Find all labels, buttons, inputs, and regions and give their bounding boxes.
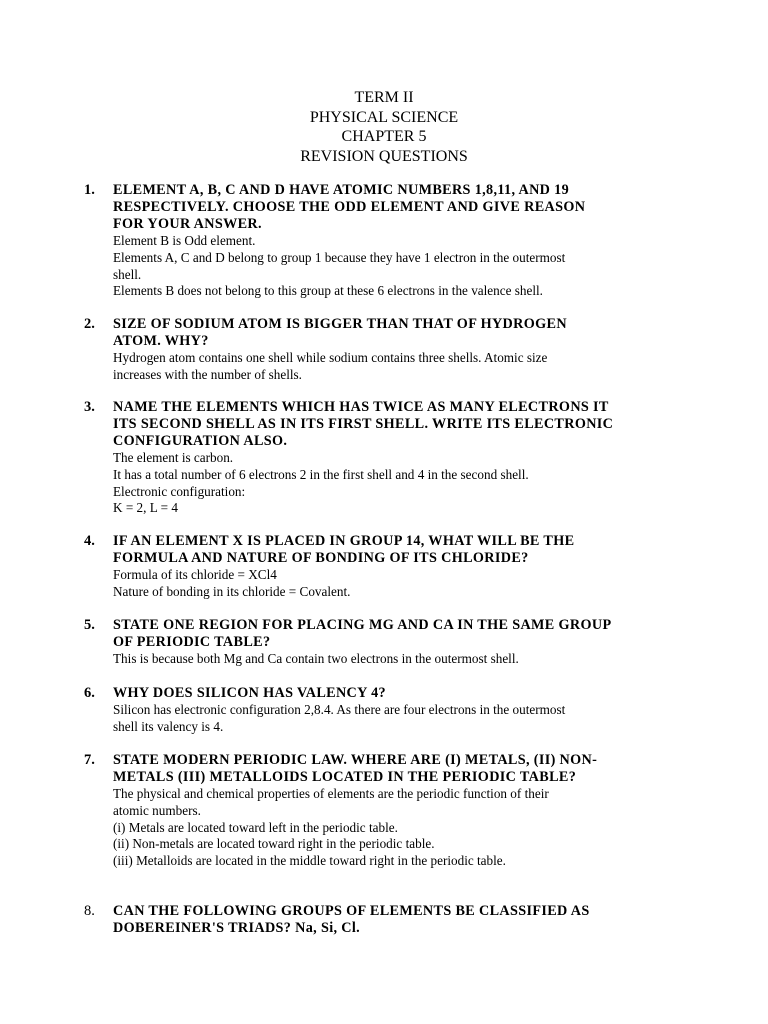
question-number: 5. xyxy=(84,617,95,633)
question-item-5 xyxy=(84,617,673,668)
question-number: 4. xyxy=(84,533,95,549)
question-item-1 xyxy=(84,182,673,300)
question-text: NAME THE ELEMENTS WHICH HAS TWICE AS MANY ELECTRONS IT ITS SECOND SHELL AS IN ITS FIRST SHELL. WRITE ITS ELECTRONIC CONFIGURATION ALSO. xyxy=(113,399,614,449)
question-text: SIZE OF SODIUM ATOM IS BIGGER THAN THAT OF HYDROGEN ATOM. WHY? xyxy=(113,316,567,349)
document-header xyxy=(0,88,768,166)
answer-text: Formula of its chloride = XCl4 Nature of bonding in its chloride = Covalent. xyxy=(113,567,351,599)
answer-text: The element is carbon. It has a total number of 6 electrons 2 in the first shell and 4 in the second shell. Electronic configuration: K = 2, L = 4 xyxy=(113,450,529,516)
question-number: 7. xyxy=(84,752,95,768)
question-item-2 xyxy=(84,316,673,384)
question-item-3 xyxy=(84,399,673,517)
answer-text: Silicon has electronic configuration 2,8.4. As there are four electrons in the outermost shell its valency is 4. xyxy=(113,702,566,734)
question-number: 3. xyxy=(84,399,95,415)
question-number: 6. xyxy=(84,685,95,701)
question-text: STATE ONE REGION FOR PLACING MG AND CA IN THE SAME GROUP OF PERIODIC TABLE? xyxy=(113,617,612,650)
section-heading: REVISION QUESTIONS xyxy=(300,147,468,165)
question-text: STATE MODERN PERIODIC LAW. WHERE ARE (I) METALS, (II) NON- METALS (III) METALLOIDS LOCATED IN THE PERIODIC TABLE? xyxy=(113,752,598,785)
question-item-6 xyxy=(84,685,673,736)
question-item-7 xyxy=(84,752,673,870)
question-number: 2. xyxy=(84,316,95,332)
question-number: 1. xyxy=(84,182,95,198)
answer-text: This is because both Mg and Ca contain two electrons in the outermost shell. xyxy=(113,651,519,666)
question-text: ELEMENT A, B, C AND D HAVE ATOMIC NUMBERS 1,8,11, AND 19 RESPECTIVELY. CHOOSE THE ODD ELEMENT AND GIVE REASON FOR YOUR ANSWER. xyxy=(113,182,586,232)
term-heading: TERM II xyxy=(354,89,414,106)
answer-text: Element B is Odd element. Elements A, C and D belong to group 1 because they have 1 electron in the outermost shell. Elements B does not belong to this group at these 6 electrons in the valence shell. xyxy=(113,233,566,299)
question-item-4 xyxy=(84,533,673,601)
question-text: IF AN ELEMENT X IS PLACED IN GROUP 14, WHAT WILL BE THE FORMULA AND NATURE OF BONDING OF ITS CHLORIDE? xyxy=(113,533,575,566)
question-item-8 xyxy=(84,903,673,937)
answer-text: The physical and chemical properties of elements are the periodic function of their atomic numbers. (i) Metals are located toward left in the periodic table. (ii) Non-metals are located toward right in the periodic table. (iii) Metalloids are located in the middle toward right in the periodic table. xyxy=(113,786,549,869)
chapter-heading: CHAPTER 5 xyxy=(341,128,427,145)
question-text: CAN THE FOLLOWING GROUPS OF ELEMENTS BE CLASSIFIED AS DOBEREINER'S TRIADS? Na, Si, Cl. xyxy=(113,903,590,936)
answer-text: Hydrogen atom contains one shell while sodium contains three shells. Atomic size increases with the number of shells. xyxy=(113,350,548,382)
subject-heading: PHYSICAL SCIENCE xyxy=(309,108,459,126)
question-number: 8. xyxy=(84,903,95,919)
question-text: WHY DOES SILICON HAS VALENCY 4? xyxy=(113,685,386,701)
